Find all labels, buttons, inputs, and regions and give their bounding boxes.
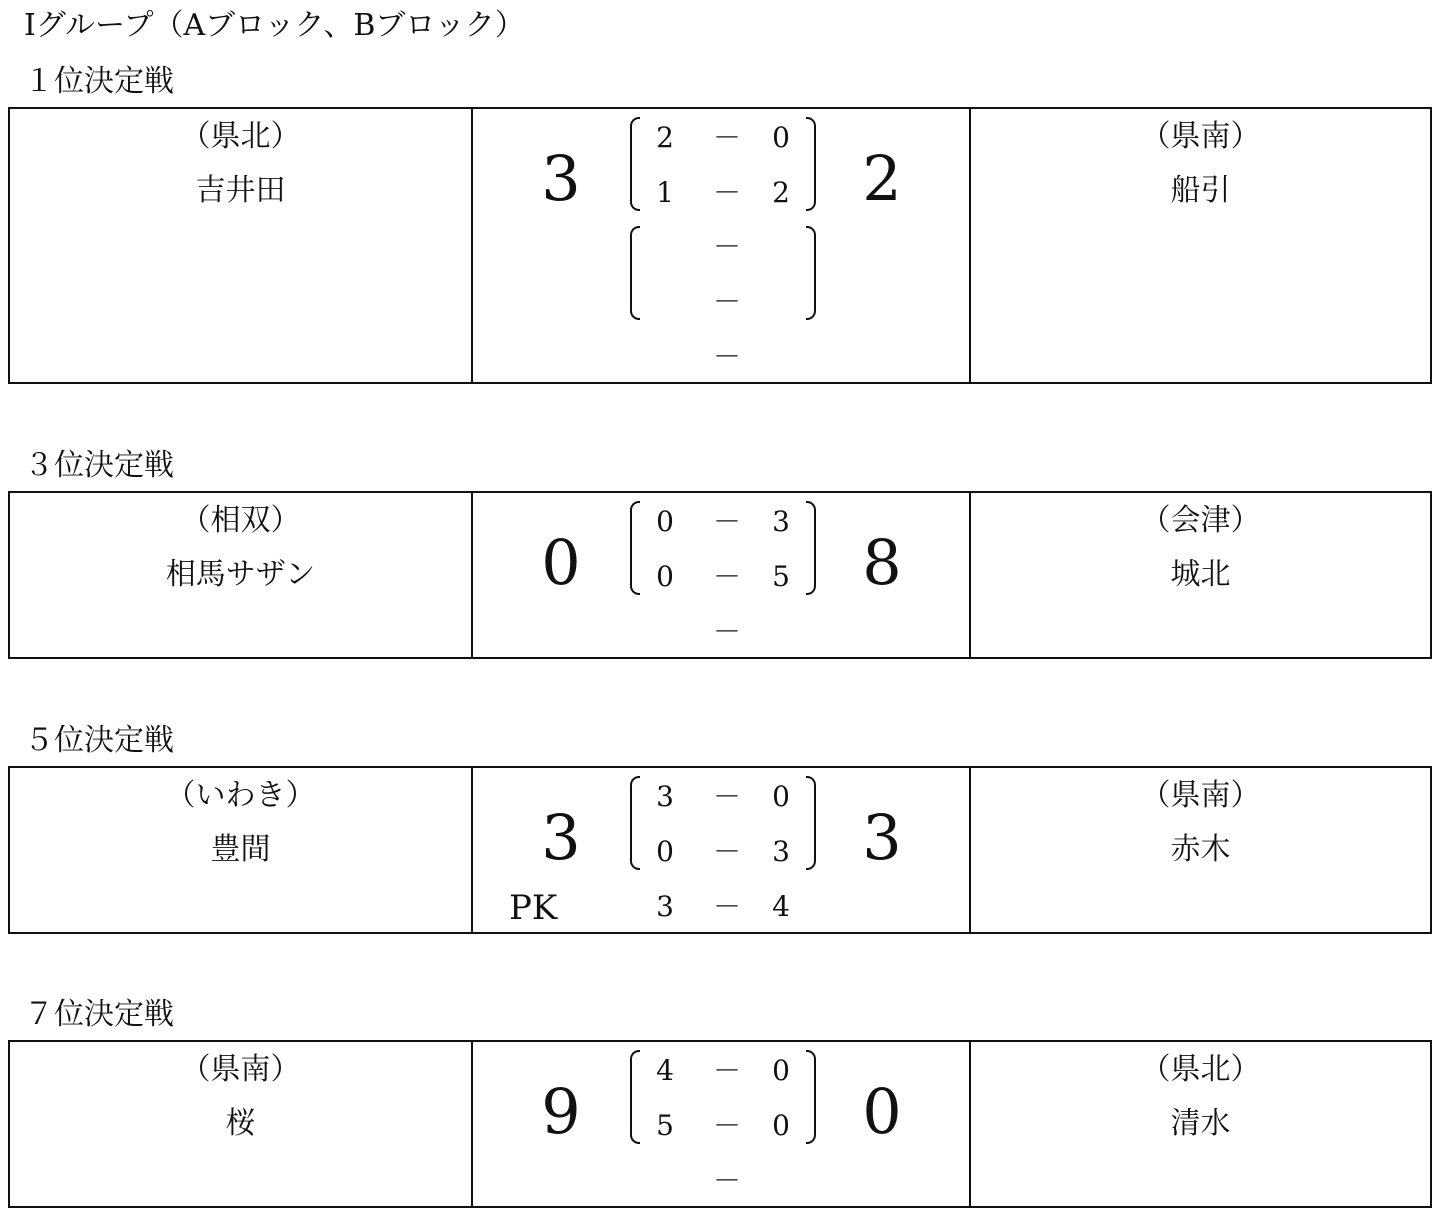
left-region: （県北） [180,119,301,154]
second-half-right-score: 0 [772,1109,790,1142]
extra-second-dash: － [713,285,742,318]
page-title: Ⅰグループ（Aブロック、Bブロック） [24,8,525,43]
left-team-name: 桜 [225,1106,256,1141]
right-region: （会津） [1140,503,1261,538]
first-half-left-score: 3 [656,780,674,813]
first-half-dash: － [713,780,742,813]
score-cell [471,768,971,932]
second-half-right-score: 3 [772,835,790,868]
left-team-cell [10,768,471,932]
left-team-name: 豊間 [210,832,271,867]
second-half-dash: － [713,835,742,868]
total-score-right: 0 [862,1075,902,1148]
bracket-left [630,501,640,595]
pk-dash: － [713,1164,742,1197]
total-score-left: 3 [541,801,581,874]
second-half-dash: － [713,560,742,593]
total-score-right: 3 [862,801,902,874]
left-team-name: 吉井田 [195,173,286,208]
first-half-dash: － [713,121,742,154]
bracket-right [806,1050,816,1144]
right-region: （県南） [1140,778,1261,813]
section-label-7th: ７位決定戦 [24,997,174,1032]
bracket-right [806,776,816,870]
right-team-cell [971,1042,1430,1206]
extra-bracket-right [806,226,816,320]
pk-label: PK [509,888,558,928]
right-team-name: 清水 [1170,1106,1231,1141]
section-label-3rd: ３位決定戦 [24,448,174,483]
total-score-right: 2 [862,142,902,215]
first-half-right-score: 0 [772,1054,790,1087]
second-half-dash: － [713,176,742,209]
first-half-left-score: 4 [656,1054,674,1087]
right-team-name: 船引 [1170,173,1231,208]
right-team-cell [971,768,1430,932]
right-team-cell [971,109,1430,382]
total-score-left: 3 [541,142,581,215]
match-table-5th [8,766,1432,934]
right-region: （県南） [1140,119,1261,154]
second-half-right-score: 2 [772,176,790,209]
left-team-name: 相馬サザン [165,557,316,592]
first-half-right-score: 0 [772,121,790,154]
left-team-cell [10,1042,471,1206]
second-half-left-score: 5 [656,1109,674,1142]
second-half-left-score: 0 [656,560,674,593]
score-cell [471,1042,971,1206]
extra-first-dash: － [713,230,742,263]
second-half-left-score: 0 [656,835,674,868]
total-score-right: 8 [862,526,902,599]
bracket-left [630,1050,640,1144]
total-score-left: 0 [541,526,581,599]
match-table-1st [8,107,1432,384]
section-label-1st: １位決定戦 [24,64,174,99]
left-region: （県南） [180,1052,301,1087]
match-table-7th [8,1040,1432,1208]
first-half-left-score: 0 [656,505,674,538]
bracket-left [630,776,640,870]
score-cell [471,493,971,657]
second-half-dash: － [713,1109,742,1142]
match-table-3rd [8,491,1432,659]
first-half-right-score: 0 [772,780,790,813]
second-half-left-score: 1 [656,176,674,209]
first-half-dash: － [713,1054,742,1087]
pk-dash: － [713,340,742,373]
left-region: （相双） [180,503,301,538]
left-region: （いわき） [165,778,316,813]
bracket-right [806,117,816,211]
first-half-right-score: 3 [772,505,790,538]
first-half-left-score: 2 [656,121,674,154]
right-team-name: 城北 [1170,557,1231,592]
left-team-cell [10,109,471,382]
pk-left-score: 3 [656,890,674,923]
right-team-name: 赤木 [1170,832,1231,867]
section-label-5th: ５位決定戦 [24,723,174,758]
first-half-dash: － [713,505,742,538]
pk-dash: － [713,615,742,648]
second-half-right-score: 5 [772,560,790,593]
total-score-left: 9 [541,1075,581,1148]
right-team-cell [971,493,1430,657]
bracket-left [630,117,640,211]
pk-right-score: 4 [772,890,790,923]
left-team-cell [10,493,471,657]
pk-dash: － [713,890,742,923]
extra-bracket-left [630,226,640,320]
bracket-right [806,501,816,595]
right-region: （県北） [1140,1052,1261,1087]
score-cell [471,109,971,382]
